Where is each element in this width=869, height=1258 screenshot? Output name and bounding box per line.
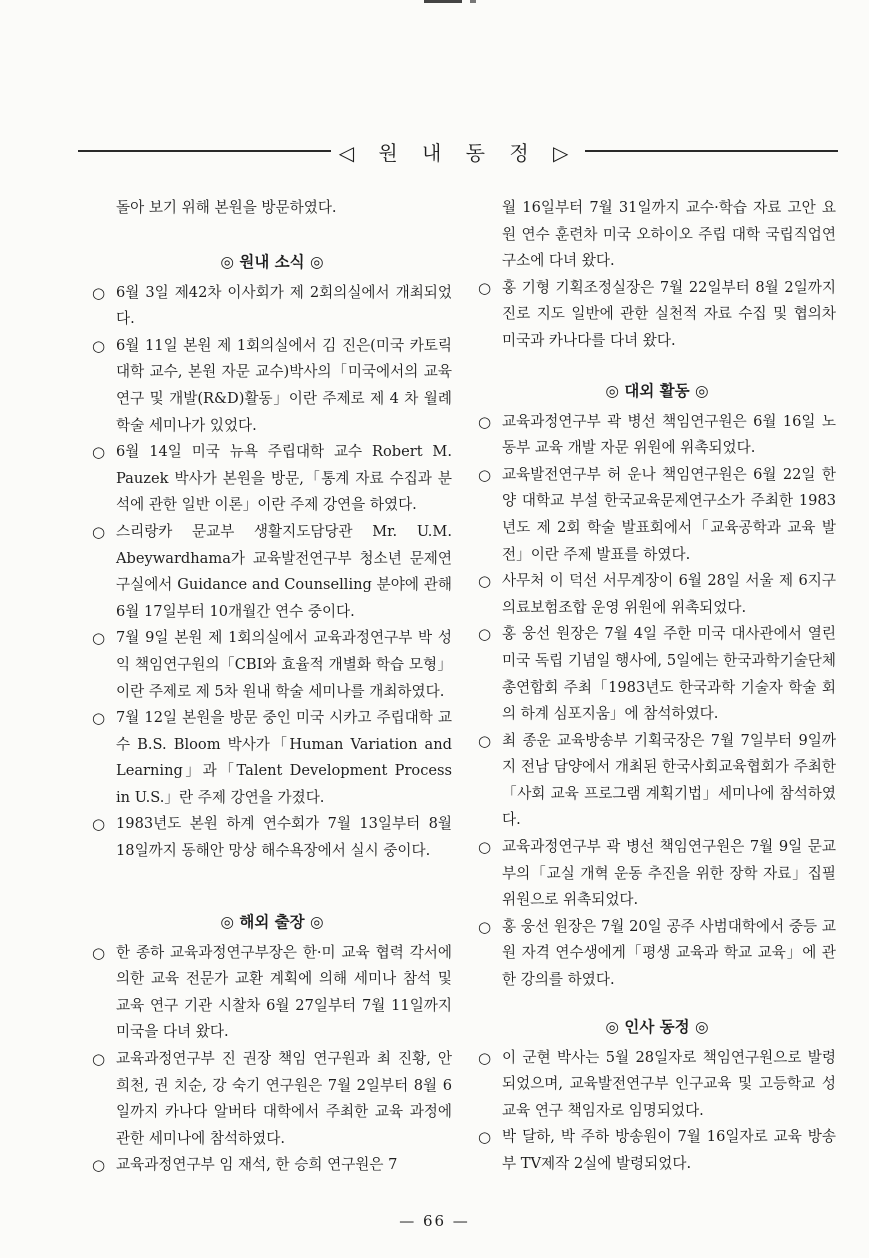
section-news xyxy=(92,249,452,865)
page-number: — 66 — xyxy=(399,1212,470,1230)
circle-bullet-icon: ○ xyxy=(478,731,492,750)
circle-bullet-icon: ○ xyxy=(92,943,106,962)
circle-bullet-icon: ○ xyxy=(92,522,106,541)
circle-bullet-icon: ○ xyxy=(92,1156,106,1175)
circle-bullet-icon: ○ xyxy=(478,278,492,297)
list-item: ○ 홍 기형 기획조정실장은 7월 22일부터 8월 2일까지 진로 지도 일반에 관한 실천적 자료 수집 및 협의차 미국과 카나다를 다녀 왔다. xyxy=(478,275,836,355)
header-rule-right xyxy=(585,150,838,152)
top-mark-small xyxy=(470,0,476,3)
circle-bullet-icon: ○ xyxy=(478,1128,492,1147)
top-mark xyxy=(424,0,462,3)
list-item: ○ 교육과정연구부 임 재석, 한 승희 연구원은 7 xyxy=(92,1152,452,1179)
circle-bullet-icon: ○ xyxy=(92,709,106,728)
list-item: ○ 7월 9일 본원 제 1회의실에서 교육과정연구부 박 성익 책임연구원의「CBI와 효율적 개별화 학습 모형」이란 주제로 제 5차 원내 학술 세미나를 개최하였다. xyxy=(92,625,452,705)
section-title-news: ◎ 원내 소식 ◎ xyxy=(220,252,324,271)
list-item: ○ 교육과정연구부 진 권장 책임 연구원과 최 진황, 안 희천, 권 치순, 강 숙기 연구원은 7월 2일부터 8월 6일까지 카나다 알버타 대학에서 주최한 교육 과정에 관한 세미나에 참석하였다. xyxy=(92,1046,452,1152)
list-item: ○ 교육발전연구부 허 운나 책임연구원은 6월 22일 한양 대학교 부설 한국교육문제연구소가 주최한 1983년도 제 2회 학술 발표회에서「교육공학과 교육 발전」이란 주제 발표를 하였다. xyxy=(478,462,836,568)
list-item: ○ 홍 웅선 원장은 7월 4일 주한 미국 대사관에서 열린 미국 독립 기념일 행사에, 5일에는 한국과학기술단체총연합회 주최「1983년도 한국과학 기술자 학술 회의 하계 심포지움」에 참석하였다. xyxy=(478,621,836,727)
circle-bullet-icon: ○ xyxy=(92,629,106,648)
circle-bullet-icon: ○ xyxy=(92,283,106,302)
list-item: ○ 6월 14일 미국 뉴욕 주립대학 교수 Robert M. Pauzek 박사가 본원을 방문,「통계 자료 수집과 분석에 관한 일반 이론」이란 주제 강연을 하였다. xyxy=(92,439,452,519)
list-item: ○ 사무처 이 덕선 서무계장이 6월 28일 서울 제 6지구 의료보험조합 운영 위원에 위촉되었다. xyxy=(478,568,836,621)
list-item: ○ 한 종하 교육과정연구부장은 한·미 교육 협력 각서에 의한 교육 전문가 교환 계획에 의해 세미나 참석 및 교육 연구 기관 시찰차 6월 27일부터 7월 11일까지 미국을 다녀 왔다. xyxy=(92,940,452,1046)
list-item: ○ 스리랑카 문교부 생활지도담당관 Mr. U.M. Abeywardhama가 교육발전연구부 청소년 문제연구실에서 Guidance and Counselling 분야에 관해 6월 17일부터 10개월간 연수 중이다. xyxy=(92,519,452,625)
section-title-personnel: ◎ 인사 동정 ◎ xyxy=(605,1017,709,1036)
list-item: ○ 6월 11일 본원 제 1회의실에서 김 진은(미국 카토릭 대학 교수, 본원 자문 교수)박사의「미국에서의 교육 연구 및 개발(R&D)활동」이란 주제로 제 4 차 월례 학술 세미나가 있었다. xyxy=(92,333,452,439)
continuation-text: 돌아 보기 위해 본원을 방문하였다. xyxy=(116,199,337,216)
circle-bullet-icon: ○ xyxy=(478,572,492,591)
circle-bullet-icon: ○ xyxy=(478,838,492,857)
header-rule-left xyxy=(78,150,331,152)
list-item: ○ 홍 웅선 원장은 7월 20일 공주 사범대학에서 중등 교원 자격 연수생에게「평생 교육과 학교 교육」에 관한 강의를 하였다. xyxy=(478,914,836,994)
section-overseas xyxy=(92,909,452,1179)
circle-bullet-icon: ○ xyxy=(92,1050,106,1069)
page-title: ◁ 원 내 동 정 ▷ xyxy=(338,140,578,165)
list-item: ○ 교육과정연구부 곽 병선 책임연구원은 6월 16일 노동부 교육 개발 자문 위원에 위촉되었다. xyxy=(478,409,836,462)
continuation-text: 월 16일부터 7월 31일까지 교수·학습 자료 고안 요원 연수 훈련차 미국 오하이오 주립 대학 국립직업연구소에 다녀 왔다. xyxy=(502,199,836,270)
list-item: ○ 이 군현 박사는 5월 28일자로 책임연구원으로 발령되었으며, 교육발전연구부 인구교육 및 고등학교 성교육 연구 책임자로 임명되었다. xyxy=(478,1045,836,1125)
circle-bullet-icon: ○ xyxy=(478,412,492,431)
circle-bullet-icon: ○ xyxy=(478,625,492,644)
circle-bullet-icon: ○ xyxy=(92,815,106,834)
section-external xyxy=(478,378,836,994)
page-header xyxy=(78,136,838,166)
list-item: ○ 6월 3일 제42차 이사회가 제 2회의실에서 개최되었다. xyxy=(92,280,452,333)
list-item: ○ 7월 12일 본원을 방문 중인 미국 시카고 주립대학 교수 B.S. Bloom 박사가「Human Variation and Learning」과「Talent Development Process in U.S.」란 주제 강연을 가졌다. xyxy=(92,705,452,811)
left-column xyxy=(92,195,452,1179)
circle-bullet-icon: ○ xyxy=(478,465,492,484)
circle-bullet-icon: ○ xyxy=(92,336,106,355)
section-title-external: ◎ 대외 활동 ◎ xyxy=(605,381,709,400)
section-personnel xyxy=(478,1014,836,1178)
circle-bullet-icon: ○ xyxy=(478,1048,492,1067)
right-column xyxy=(478,195,836,1178)
list-item: ○ 1983년도 본원 하계 연수회가 7월 13일부터 8월 18일까지 동해안 망상 해수욕장에서 실시 중이다. xyxy=(92,811,452,864)
section-title-overseas: ◎ 해외 출장 ◎ xyxy=(220,912,324,931)
circle-bullet-icon: ○ xyxy=(92,443,106,462)
list-item: ○ 최 종운 교육방송부 기획국장은 7월 7일부터 9일까지 전남 담양에서 개최된 한국사회교육협회가 주최한「사회 교육 프로그램 계획기법」세미나에 참석하였다. xyxy=(478,728,836,834)
list-item: ○ 교육과정연구부 곽 병선 책임연구원은 7월 9일 문교부의「교실 개혁 운동 추진을 위한 장학 자료」집필 위원으로 위촉되었다. xyxy=(478,834,836,914)
list-item: ○ 박 달하, 박 주하 방송원이 7월 16일자로 교육 방송부 TV제작 2실에 발령되었다. xyxy=(478,1124,836,1177)
circle-bullet-icon: ○ xyxy=(478,917,492,936)
